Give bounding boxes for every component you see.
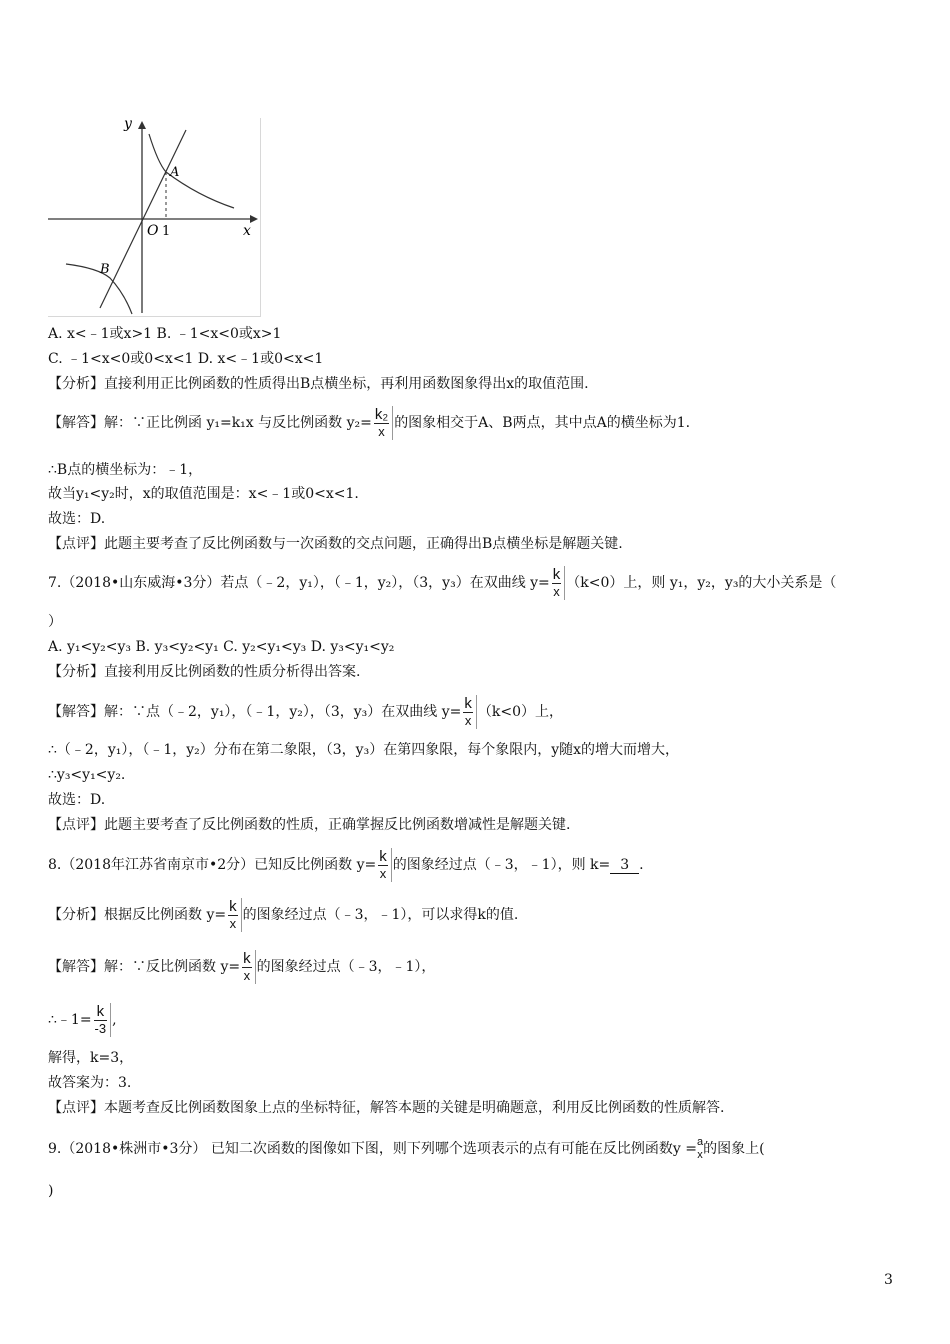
q9-stem: 9.（2018•株洲市•3分） 已知二次函数的图像如下图，则下列哪个选项表示的点有可能在反比例函数y = a x 的图象上( [48, 1136, 765, 1161]
graph-svg [48, 118, 260, 316]
fraction-k2-x: $\frac{\text{k₂}}{x}$ [373, 406, 393, 440]
q6-range: 故当y₁<y₂时，x的取值范围是：x<﹣1或0<x<1. [48, 486, 359, 502]
q7-stem: 7.（2018•山东威海•3分）若点（﹣2，y₁），（﹣1，y₂），（3，y₃）在双曲线 y= $\frac{k}{x}$ （k<0）上，则 y₁，y₂，y₃的大小关系是（ [48, 566, 837, 599]
tick-label: 1 [162, 224, 171, 239]
q7-analysis: 【分析】直接利用反比例函数的性质分析得出答案. [48, 664, 361, 680]
q7-choose: 故选：D. [48, 792, 106, 808]
origin-label: O [147, 223, 159, 239]
answer-blank: 3 [610, 857, 639, 874]
q8-equation: ∴﹣1= $\frac{k}{-3}$ , [48, 1003, 117, 1036]
fraction-k-x: $\frac{k}{x}$ [551, 566, 566, 600]
q6-options-2: C. ﹣1<x<0或0<x<1 D. x<﹣1或0<x<1 [48, 351, 324, 367]
q8-stem: 8.（2018年江苏省南京市•2分）已知反比例函数 y= $\frac{k}{x}$ 的图象经过点（﹣3，﹣1），则 k= 3 . [48, 848, 644, 881]
q7-options: A. y₁<y₂<y₃ B. y₃<y₂<y₁ C. y₂<y₁<y₃ D. y₃<y₁<y₂ [48, 639, 395, 655]
q6-options-1: A. x<﹣1或x>1 B. ﹣1<x<0或x>1 [48, 326, 282, 342]
function-graph [48, 118, 261, 317]
q6-choose: 故选：D. [48, 511, 106, 527]
hyperbola-branch-2 [66, 264, 132, 314]
point-a-label: A [170, 165, 180, 180]
q9-stem-close: ) [48, 1183, 54, 1199]
y-axis-arrow [138, 121, 146, 129]
page-number: 3 [884, 1272, 893, 1288]
q6-answer: 【解答】解：∵正比例函 y₁=k₁x 与反比例函数 y₂= $\frac{\text{k₂}}{x}$ 的图象相交于A、B两点，其中点A的横坐标为1. [48, 406, 691, 439]
fraction-a-x: a x [696, 1136, 704, 1161]
fraction-k-x: $\frac{k}{x}$ [227, 898, 242, 932]
q8-comment: 【点评】本题考查反比例函数图象上点的坐标特征，解答本题的关键是明确题意，利用反比例函数的性质解答. [48, 1100, 725, 1116]
q8-analysis: 【分析】根据反比例函数 y= $\frac{k}{x}$ 的图象经过点（﹣3，﹣1），可以求得k的值. [48, 898, 519, 931]
q6-b-coordinate: ∴B点的横坐标为：﹣1， [48, 462, 203, 478]
q8-answer: 【解答】解：∵反比例函数 y= $\frac{k}{x}$ 的图象经过点（﹣3，﹣1）， [48, 950, 436, 983]
fraction-k-x: $\frac{k}{x}$ [241, 950, 256, 984]
q7-quadrants: ∴（﹣2，y₁），（﹣1，y₂）分布在第二象限，（3，y₃）在第四象限，每个象限内，y随x的增大而增大， [48, 742, 679, 758]
q8-result: 故答案为：3. [48, 1075, 132, 1091]
point-b-label: B [100, 262, 110, 277]
q6-comment: 【点评】此题主要考查了反比例函数与一次函数的交点问题，正确得出B点横坐标是解题关键. [48, 536, 623, 552]
q7-order: ∴y₃<y₁<y₂. [48, 767, 126, 783]
q8-solve: 解得，k=3， [48, 1050, 134, 1066]
x-label: x [243, 223, 251, 239]
q7-stem-close: ） [48, 614, 62, 630]
q6-analysis: 【分析】直接利用正比例函数的性质得出B点横坐标，再利用函数图象得出x的取值范围. [48, 376, 589, 392]
hyperbola-branch-1 [149, 134, 234, 208]
q7-answer: 【解答】解：∵点（﹣2，y₁），（﹣1，y₂），（3，y₃）在双曲线 y= $\frac{k}{x}$ （k<0）上， [48, 695, 563, 728]
fraction-k-neg3: $\frac{k}{-3}$ [93, 1003, 112, 1037]
x-axis-arrow [250, 215, 258, 223]
fraction-k-x: $\frac{k}{x}$ [377, 848, 392, 882]
y-label: y [124, 118, 132, 132]
q7-comment: 【点评】此题主要考查了反比例函数的性质，正确掌握反比例函数增减性是解题关键. [48, 817, 571, 833]
fraction-k-x: $\frac{k}{x}$ [462, 695, 477, 729]
